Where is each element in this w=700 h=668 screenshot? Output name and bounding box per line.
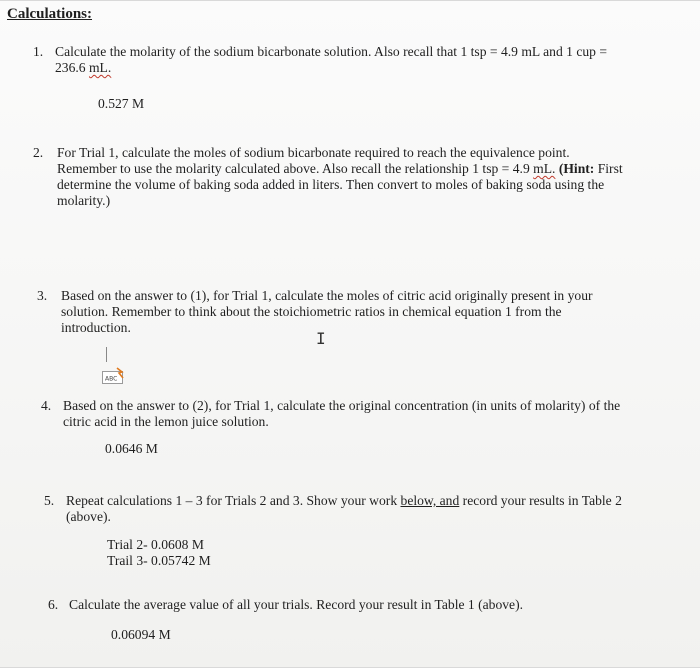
question-number: 1.: [33, 44, 44, 59]
spellcheck-icon-label: ABC: [105, 375, 118, 383]
question-4: [41, 398, 620, 430]
question-number: 5.: [44, 493, 55, 508]
text-caret: [106, 347, 107, 362]
question-text: record your results in Table 2: [459, 493, 622, 508]
question-6: [48, 597, 523, 613]
question-text: Calculate the average value of all your trials. Record your result in Table 1 (above).: [69, 597, 524, 612]
question-text: citric acid in the lemon juice solution.: [63, 414, 269, 429]
answer-4: 0.0646 M: [105, 441, 158, 456]
spellcheck-word[interactable]: mL.: [88, 60, 112, 75]
question-text: For Trial 1, calculate the moles of sodium bicarbonate required to reach the equivalence point.: [57, 145, 570, 160]
answer-6: 0.06094 M: [111, 627, 171, 642]
question-text: Repeat calculations 1 – 3 for Trials 2 and 3. Show your work: [66, 493, 401, 508]
question-text: introduction.: [61, 320, 131, 335]
question-number: 3.: [37, 288, 48, 303]
question-text: Remember to use the molarity calculated above. Also recall the relationship 1 tsp = 4.9: [57, 161, 534, 176]
question-text: Based on the answer to (2), for Trial 1, calculate the original concentration (in units of molarity) of the: [63, 398, 621, 413]
question-number: 4.: [41, 398, 52, 413]
question-text: solution. Remember to think about the stoichiometric ratios in chemical equation 1 from the: [61, 304, 562, 319]
question-text: determine the volume of baking soda added in liters. Then convert to moles of baking soda using the: [57, 177, 605, 192]
answer-1: 0.527 M: [98, 96, 145, 111]
question-number: 2.: [33, 145, 44, 160]
question-3: [37, 288, 593, 336]
hint-label: (Hint:: [555, 161, 595, 176]
question-text: 236.6: [55, 60, 89, 75]
question-text: Calculate the molarity of the sodium bicarbonate solution. Also recall that 1 tsp = 4.9 mL and 1 cup =: [55, 44, 608, 59]
page-title: Calculations:: [7, 6, 93, 22]
question-1: [33, 44, 607, 76]
spellcheck-icon[interactable]: [102, 366, 125, 386]
text-cursor-icon: I: [316, 329, 326, 348]
question-text: molarity.): [57, 193, 111, 208]
answer-5: [107, 537, 211, 569]
answer-line: Trial 2- 0.0608 M: [107, 537, 204, 552]
spellcheck-word[interactable]: mL.: [533, 161, 556, 176]
question-text: Based on the answer to (1), for Trial 1, calculate the moles of citric acid originally present in your: [61, 288, 593, 303]
underlined-text: below, and: [400, 493, 460, 508]
question-text: First: [594, 161, 623, 176]
answer-line: Trail 3- 0.05742 M: [107, 553, 211, 568]
question-2: [33, 145, 623, 209]
question-5: [44, 493, 622, 525]
question-text: (above).: [66, 509, 111, 524]
question-number: 6.: [48, 597, 59, 612]
top-border: [0, 0, 700, 1]
